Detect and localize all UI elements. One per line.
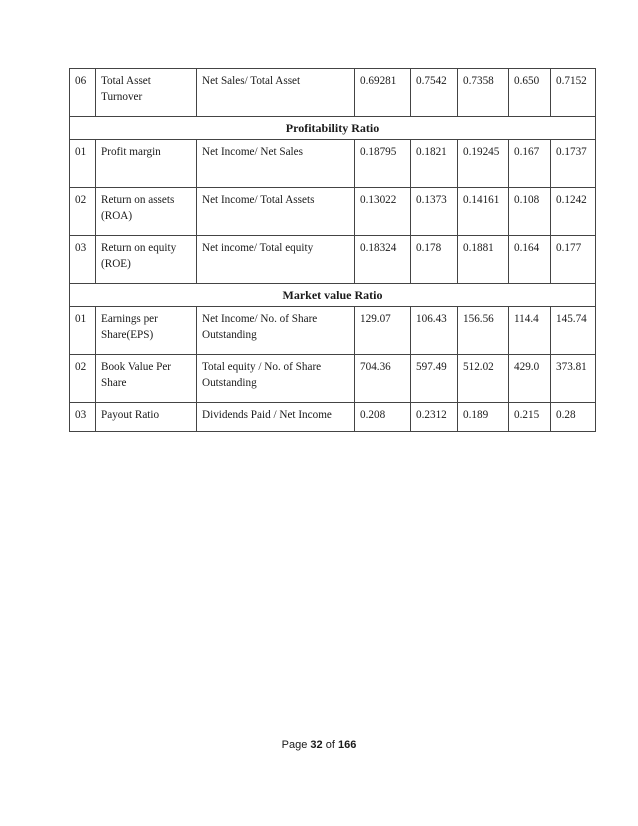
value-4-cell: 0.650	[509, 69, 551, 117]
value-3-cell: 0.1881	[458, 236, 509, 284]
row-number-cell: 03	[70, 403, 96, 432]
value-3-cell: 512.02	[458, 355, 509, 403]
ratio-name-cell: Payout Ratio	[96, 403, 197, 432]
value-2-cell: 597.49	[411, 355, 458, 403]
value-5-cell: 0.7152	[551, 69, 596, 117]
value-5-cell: 145.74	[551, 307, 596, 355]
value-5-cell: 0.28	[551, 403, 596, 432]
total-page-number: 166	[337, 739, 357, 751]
row-number-cell: 03	[70, 236, 96, 284]
row-number-cell: 02	[70, 188, 96, 236]
section-title: Profitability Ratio	[70, 117, 596, 140]
value-1-cell: 0.208	[355, 403, 411, 432]
ratio-name-cell: Book Value Per Share	[96, 355, 197, 403]
ratio-formula-cell: Net Income/ Total Assets	[197, 188, 355, 236]
value-1-cell: 0.18795	[355, 140, 411, 188]
ratio-formula-cell: Dividends Paid / Net Income	[197, 403, 355, 432]
ratio-name-cell: Earnings per Share(EPS)	[96, 307, 197, 355]
value-4-cell: 0.215	[509, 403, 551, 432]
value-1-cell: 0.18324	[355, 236, 411, 284]
ratio-name-cell: Return on assets (ROA)	[96, 188, 197, 236]
value-3-cell: 0.19245	[458, 140, 509, 188]
value-5-cell: 0.1737	[551, 140, 596, 188]
ratio-name-cell: Profit margin	[96, 140, 197, 188]
table-row	[70, 403, 596, 432]
section-title: Market value Ratio	[70, 284, 596, 307]
section-header-row	[70, 117, 596, 140]
value-2-cell: 106.43	[411, 307, 458, 355]
table-row	[70, 188, 596, 236]
value-2-cell: 0.1373	[411, 188, 458, 236]
row-number-cell: 01	[70, 140, 96, 188]
ratio-formula-cell: Net income/ Total equity	[197, 236, 355, 284]
value-3-cell: 0.14161	[458, 188, 509, 236]
value-1-cell: 129.07	[355, 307, 411, 355]
row-number-cell: 06	[70, 69, 96, 117]
value-2-cell: 0.2312	[411, 403, 458, 432]
ratio-name-cell: Total Asset Turnover	[96, 69, 197, 117]
ratio-formula-cell: Net Income/ Net Sales	[197, 140, 355, 188]
table-row	[70, 69, 596, 117]
value-2-cell: 0.178	[411, 236, 458, 284]
footer-middle: of	[322, 739, 338, 751]
table-row	[70, 236, 596, 284]
footer-prefix: Page	[281, 739, 311, 751]
value-4-cell: 0.164	[509, 236, 551, 284]
value-5-cell: 0.1242	[551, 188, 596, 236]
row-number-cell: 02	[70, 355, 96, 403]
value-4-cell: 0.108	[509, 188, 551, 236]
table-row	[70, 140, 596, 188]
value-3-cell: 0.189	[458, 403, 509, 432]
value-2-cell: 0.7542	[411, 69, 458, 117]
value-5-cell: 0.177	[551, 236, 596, 284]
current-page-number: 32	[310, 739, 323, 751]
ratio-table-body	[70, 69, 596, 432]
ratio-formula-cell: Net Income/ No. of Share Outstanding	[197, 307, 355, 355]
value-3-cell: 0.7358	[458, 69, 509, 117]
ratio-name-cell: Return on equity (ROE)	[96, 236, 197, 284]
table-row	[70, 307, 596, 355]
value-2-cell: 0.1821	[411, 140, 458, 188]
value-5-cell: 373.81	[551, 355, 596, 403]
value-1-cell: 704.36	[355, 355, 411, 403]
ratio-formula-cell: Total equity / No. of Share Outstanding	[197, 355, 355, 403]
value-1-cell: 0.69281	[355, 69, 411, 117]
table-row	[70, 355, 596, 403]
value-1-cell: 0.13022	[355, 188, 411, 236]
page-footer	[0, 739, 638, 751]
ratio-table	[69, 68, 596, 432]
value-3-cell: 156.56	[458, 307, 509, 355]
value-4-cell: 0.167	[509, 140, 551, 188]
section-header-row	[70, 284, 596, 307]
value-4-cell: 429.0	[509, 355, 551, 403]
value-4-cell: 114.4	[509, 307, 551, 355]
row-number-cell: 01	[70, 307, 96, 355]
ratio-formula-cell: Net Sales/ Total Asset	[197, 69, 355, 117]
